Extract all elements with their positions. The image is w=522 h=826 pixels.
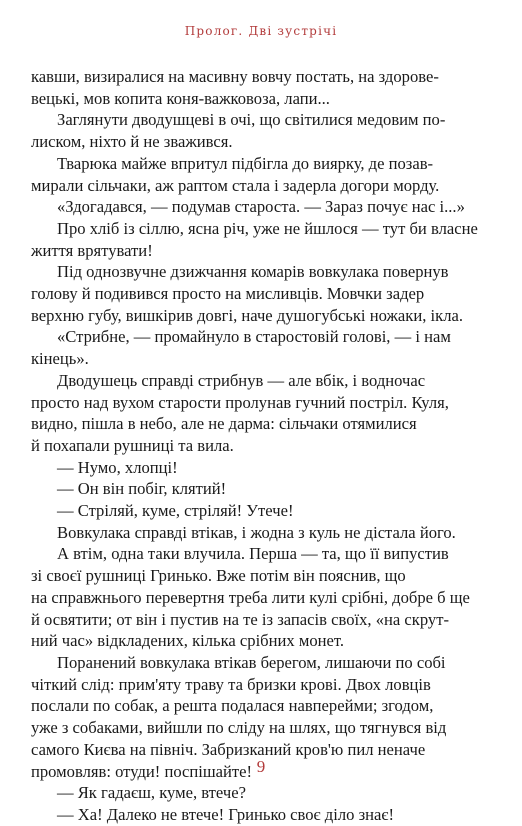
body-text [31, 66, 493, 826]
paragraph: «Здогадався, — подумав староста. — Зараз почує нас і...» [57, 197, 465, 217]
dialogue-line: — Ха! Далеко не втече! Гринько своє діло знає! [57, 804, 395, 824]
paragraph: Під однозвучне дзижчання комарів вовкулака повернув голову й подивився просто на мисливців. Мовчки задер верхню губу, вишкірив довгі, наче душогубські ножаки, ікла. [31, 262, 463, 325]
paragraph: Вовкулака справді втікав, і жодна з куль не дістала його. [57, 522, 456, 542]
paragraph: «Стрибне, — промайнуло в старостовій голові, — і нам кінець». [31, 327, 451, 369]
dialogue-line: — Як гадаєш, куме, втече? [57, 783, 246, 803]
dialogue-line: — Он він побіг, клятий! [57, 479, 227, 499]
dialogue-line: — Нумо, хлопці! [57, 457, 178, 477]
paragraph: А втім, одна таки влучила. Перша — та, що її випустив зі своєї рушниці Гринько. Вже потім він пояснив, що на справжнього перевертня треба лити кулі срібні, добре б ще й освятити; от він і пустив на те із запасів своїх, «на скрут- ний час» відкладених, кілька срібних монет. [31, 544, 470, 651]
paragraph: Тварюка майже впритул підбігла до виярку, де позав- мирали сільчаки, аж раптом стала і задерла догори морду. [31, 153, 440, 195]
paragraph: Поранений вовкулака втікав берегом, лишаючи по собі чіткий слід: прим'яту траву та бризки крові. Двох ловців послали по собак, а решта подалася навперейми; згодом, уже з собаками, вийшли по сліду на шлях, що тягнувся від самого Києва на північ. Забризканий кров'ю пил неначе промовляв: отуди! поспішайте! [31, 652, 447, 781]
paragraph: Заглянути дводушцеві в очі, що світилися медовим по- лиском, ніхто й не зважився. [31, 110, 446, 152]
paragraph: кавши, визиралися на масивну вовчу постать, на здорове- вецькі, мов копита коня-важковоза, лапи... [31, 67, 439, 108]
dialogue-line: — Стріляй, куме, стріляй! Утече! [57, 501, 294, 521]
running-head: Пролог. Дві зустрічі [184, 24, 338, 38]
paragraph: Про хліб із сіллю, ясна річ, уже не йшлося — тут би власне життя врятувати! [31, 218, 478, 260]
page-number: 9 [256, 757, 266, 776]
paragraph: Дводушець справді стрибнув — але вбік, і водночас просто над вухом старости пролунав гучний постріл. Куля, видно, пішла в небо, але не дарма: сільчаки отямилися й похапали рушниці та вила. [31, 370, 449, 455]
